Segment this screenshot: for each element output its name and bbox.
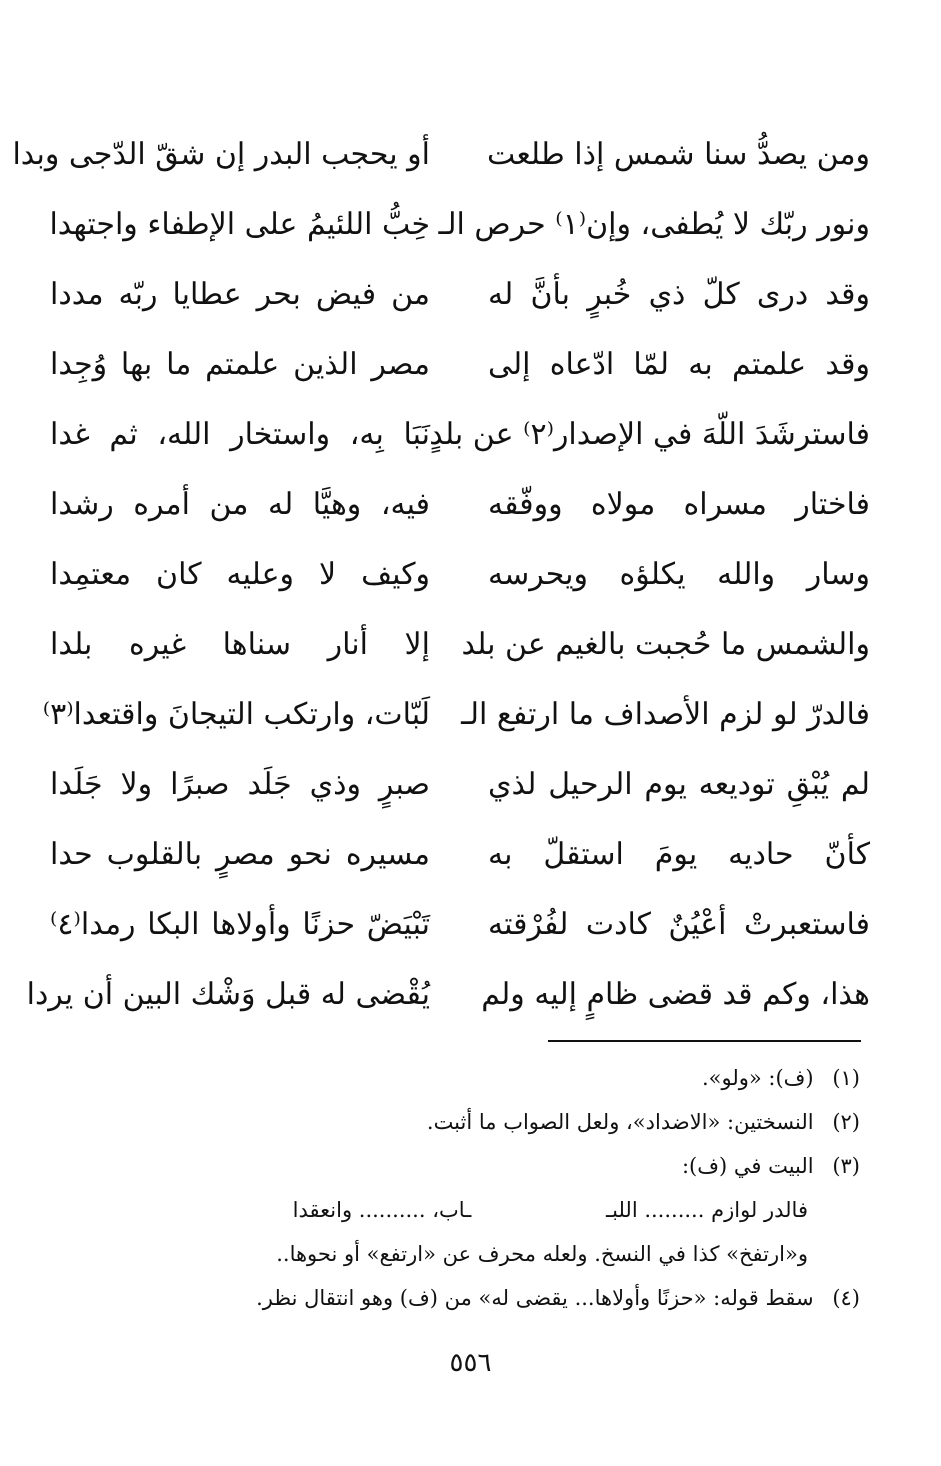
verse-line (40, 750, 870, 820)
verse-second-hemistich: فيه، وهيَّا له من أمره رشدا (50, 487, 430, 522)
footnote-2 (40, 1100, 860, 1144)
verse-second-hemistich: إلا أنار سناها غيره بلدا (50, 627, 430, 662)
footnote-text: البيت في (ف): (681, 1154, 814, 1178)
verse-line (40, 820, 870, 890)
verse-second-hemistich: خِبُّ اللئيمُ على الإطفاء واجتهدا (49, 207, 430, 242)
verse-second-hemistich: مصر الذين علمتم ما بها وُجِدا (50, 347, 430, 382)
verse-first-hemistich: لم يُبْقِ توديعه يوم الرحيل لذي (488, 767, 870, 802)
page-number: ٥٥٦ (449, 1348, 492, 1378)
verse-second-hemistich: من فيض بحر عطايا ربّه مددا (50, 277, 430, 312)
verse-second-hemistich: وكيف لا وعليه كان معتمِدا (50, 557, 430, 592)
verse-second-hemistich: نَبَا بِه، واستخار الله، ثم غدا (50, 417, 430, 452)
footnote-text: سقط قوله: «حزنًا وأولاها... يقضى له» من (ف) وهو انتقال نظر. (256, 1286, 814, 1310)
verse-line (40, 540, 870, 610)
verse-first-hemistich: ومن يصدُّ سنا شمس إذا طلعت (486, 137, 870, 172)
footnote-4 (40, 1276, 860, 1320)
verse-first-hemistich: وسار والله يكلؤه ويحرسه (488, 557, 870, 592)
footnote-number: (١) (832, 1066, 860, 1090)
verse-second-hemistich: صبرٍ وذي جَلَد صبرًا ولا جَلَدا (50, 767, 430, 802)
verse-line (40, 400, 870, 470)
verse-line (40, 190, 870, 260)
verse-line (40, 610, 870, 680)
verse-first-hemistich: وقد علمتم به لمّا ادّعاه إلى (488, 347, 870, 382)
verse-line (26, 960, 870, 1030)
footnote-3-verse (40, 1188, 860, 1232)
footnote-text: النسختين: «الاضداد»، ولعل الصواب ما أثبت. (426, 1110, 814, 1134)
verse-line (12, 120, 870, 190)
verse-second-hemistich: تَبْيَضّ حزنًا وأولاها البكا رمدا⁽٤⁾ (50, 907, 430, 942)
footnote-divider (548, 1040, 861, 1042)
footnote-number: (٤) (832, 1286, 860, 1310)
verse-second-hemistich: مسيره نحو مصرٍ بالقلوب حدا (50, 837, 430, 872)
footnote-1 (40, 1056, 860, 1100)
verse-second-hemistich: أو يحجب البدر إن شقّ الدّجى وبدا (12, 137, 430, 172)
verse-first-hemistich: هذا، وكم قد قضى ظامٍ إليه ولم (481, 977, 870, 1012)
footnote-3-note: و«ارتفخ» كذا في النسخ. ولعله محرف عن «ارتفع» أو نحوها.. (276, 1242, 808, 1266)
footnote-number: (٣) (832, 1154, 860, 1178)
footnote-number: (٢) (832, 1110, 860, 1134)
footnote-verse-second-half: ـاب، .......... وانعقدا (292, 1198, 472, 1222)
verse-first-hemistich: والشمس ما حُجبت بالغيم عن بلد (461, 627, 870, 662)
verse-first-hemistich: ونور ربّك لا يُطفى، وإن⁽١⁾ حرص الـ (438, 207, 870, 242)
footnote-text: (ف): «ولو». (701, 1066, 814, 1090)
verse-first-hemistich: فاستعبرتْ أعْيُنٌ كادت لفُرْقته (488, 907, 870, 942)
footnotes (40, 1056, 860, 1320)
footnote-verse-first-half: فالدر لوازم ......... اللبـ (605, 1198, 808, 1222)
verse-line (40, 470, 870, 540)
verse-second-hemistich: لَبّات، وارتكب التيجانَ واقتعدا⁽٣⁾ (42, 697, 430, 732)
verse-first-hemistich: فالدرّ لو لزم الأصداف ما ارتفع الـ (461, 697, 870, 732)
verse-line (40, 890, 870, 960)
verse-line (40, 680, 870, 750)
verse-first-hemistich: فاسترشَدَ اللّهَ في الإصدار⁽٢⁾ عن بلدٍ (429, 417, 870, 452)
verse-first-hemistich: فاختار مسراه مولاه ووفّقه (488, 487, 870, 522)
verse-second-hemistich: يُقْضى له قبل وَشْك البين أن يردا (26, 977, 430, 1012)
footnote-3 (40, 1144, 860, 1188)
verse-first-hemistich: وقد درى كلّ ذي خُبرٍ بأنَّ له (488, 277, 870, 312)
verse-line (40, 330, 870, 400)
verse-line (40, 260, 870, 330)
verse-first-hemistich: كأنّ حاديه يومَ استقلّ به (488, 837, 870, 872)
